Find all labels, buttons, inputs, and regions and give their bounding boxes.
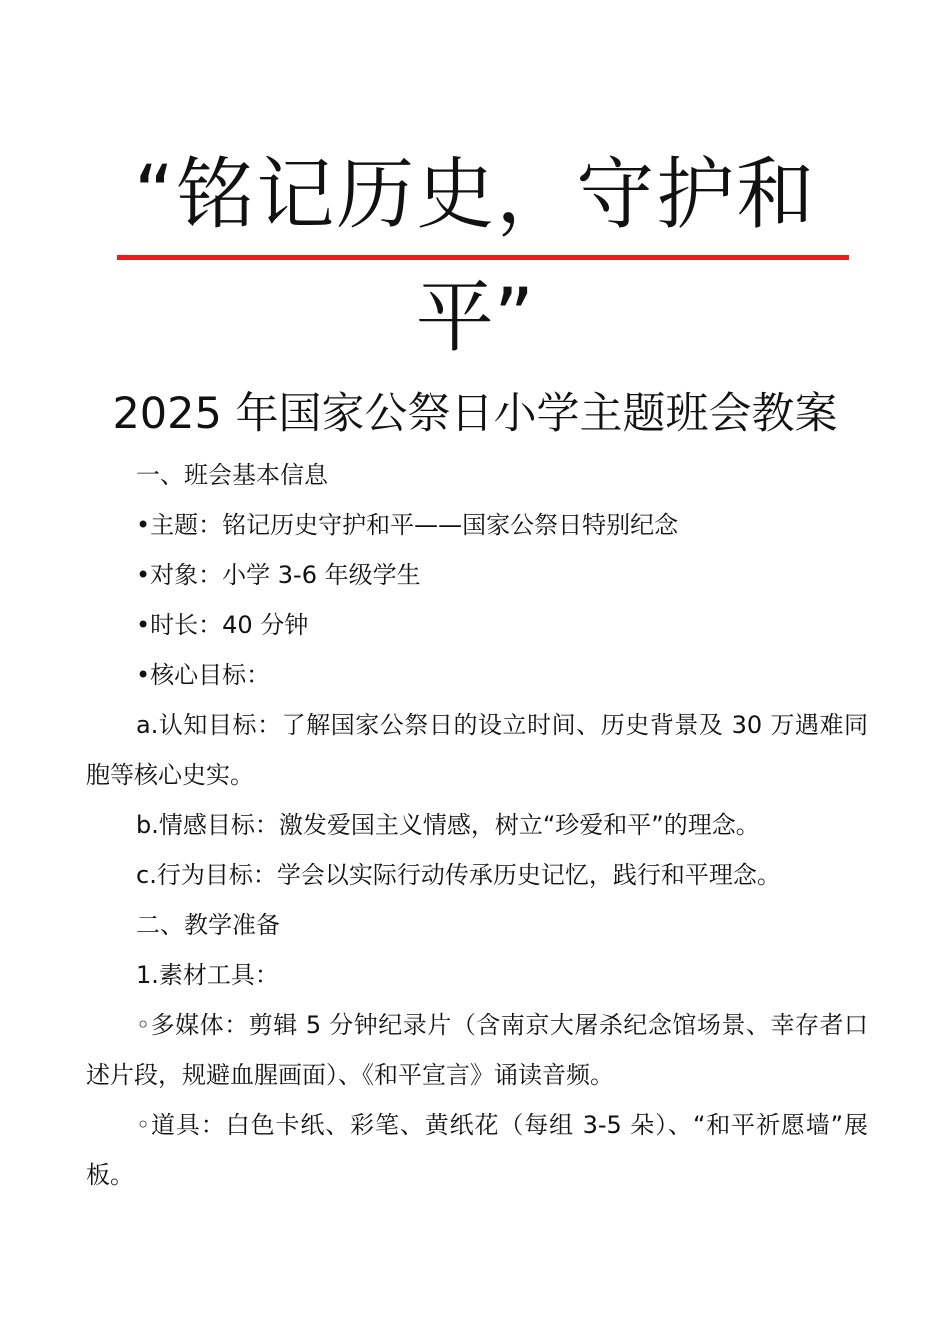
document-title-line-1: “铭记历史，守护和: [133, 150, 817, 240]
document-body: [86, 450, 868, 1200]
item-multimedia: ◦多媒体：剪辑 5 分钟纪录片（含南京大屠杀纪念馆场景、幸存者口述片段，规避血腥画面）、《和平宣言》诵读音频。: [86, 1011, 868, 1089]
bullet-theme: •主题：铭记历史守护和平——国家公祭日特别纪念: [136, 511, 679, 539]
document-subtitle: 2025 年国家公祭日小学主题班会教案: [112, 389, 838, 439]
goal-emotional: b.情感目标：激发爱国主义情感，树立“珍爱和平”的理念。: [136, 811, 760, 839]
goal-behavioral: c.行为目标：学会以实际行动传承历史记忆，践行和平理念。: [136, 861, 781, 889]
title-divider: [117, 255, 849, 260]
document-title-line-2: 平”: [415, 273, 535, 363]
section-heading-preparation: 二、教学准备: [136, 911, 280, 939]
subheading-materials: 1.素材工具：: [136, 961, 279, 989]
bullet-audience: •对象：小学 3-6 年级学生: [136, 561, 421, 589]
item-props: ◦道具：白色卡纸、彩笔、黄纸花（每组 3-5 朵）、“和平祈愿墙”展板。: [86, 1111, 868, 1189]
goal-cognitive: a.认知目标：了解国家公祭日的设立时间、历史背景及 30 万遇难同胞等核心史实。: [86, 711, 868, 789]
section-heading-basic-info: 一、班会基本信息: [136, 461, 328, 489]
bullet-duration: •时长：40 分钟: [136, 611, 309, 639]
bullet-core-goals: •核心目标：: [136, 661, 271, 689]
